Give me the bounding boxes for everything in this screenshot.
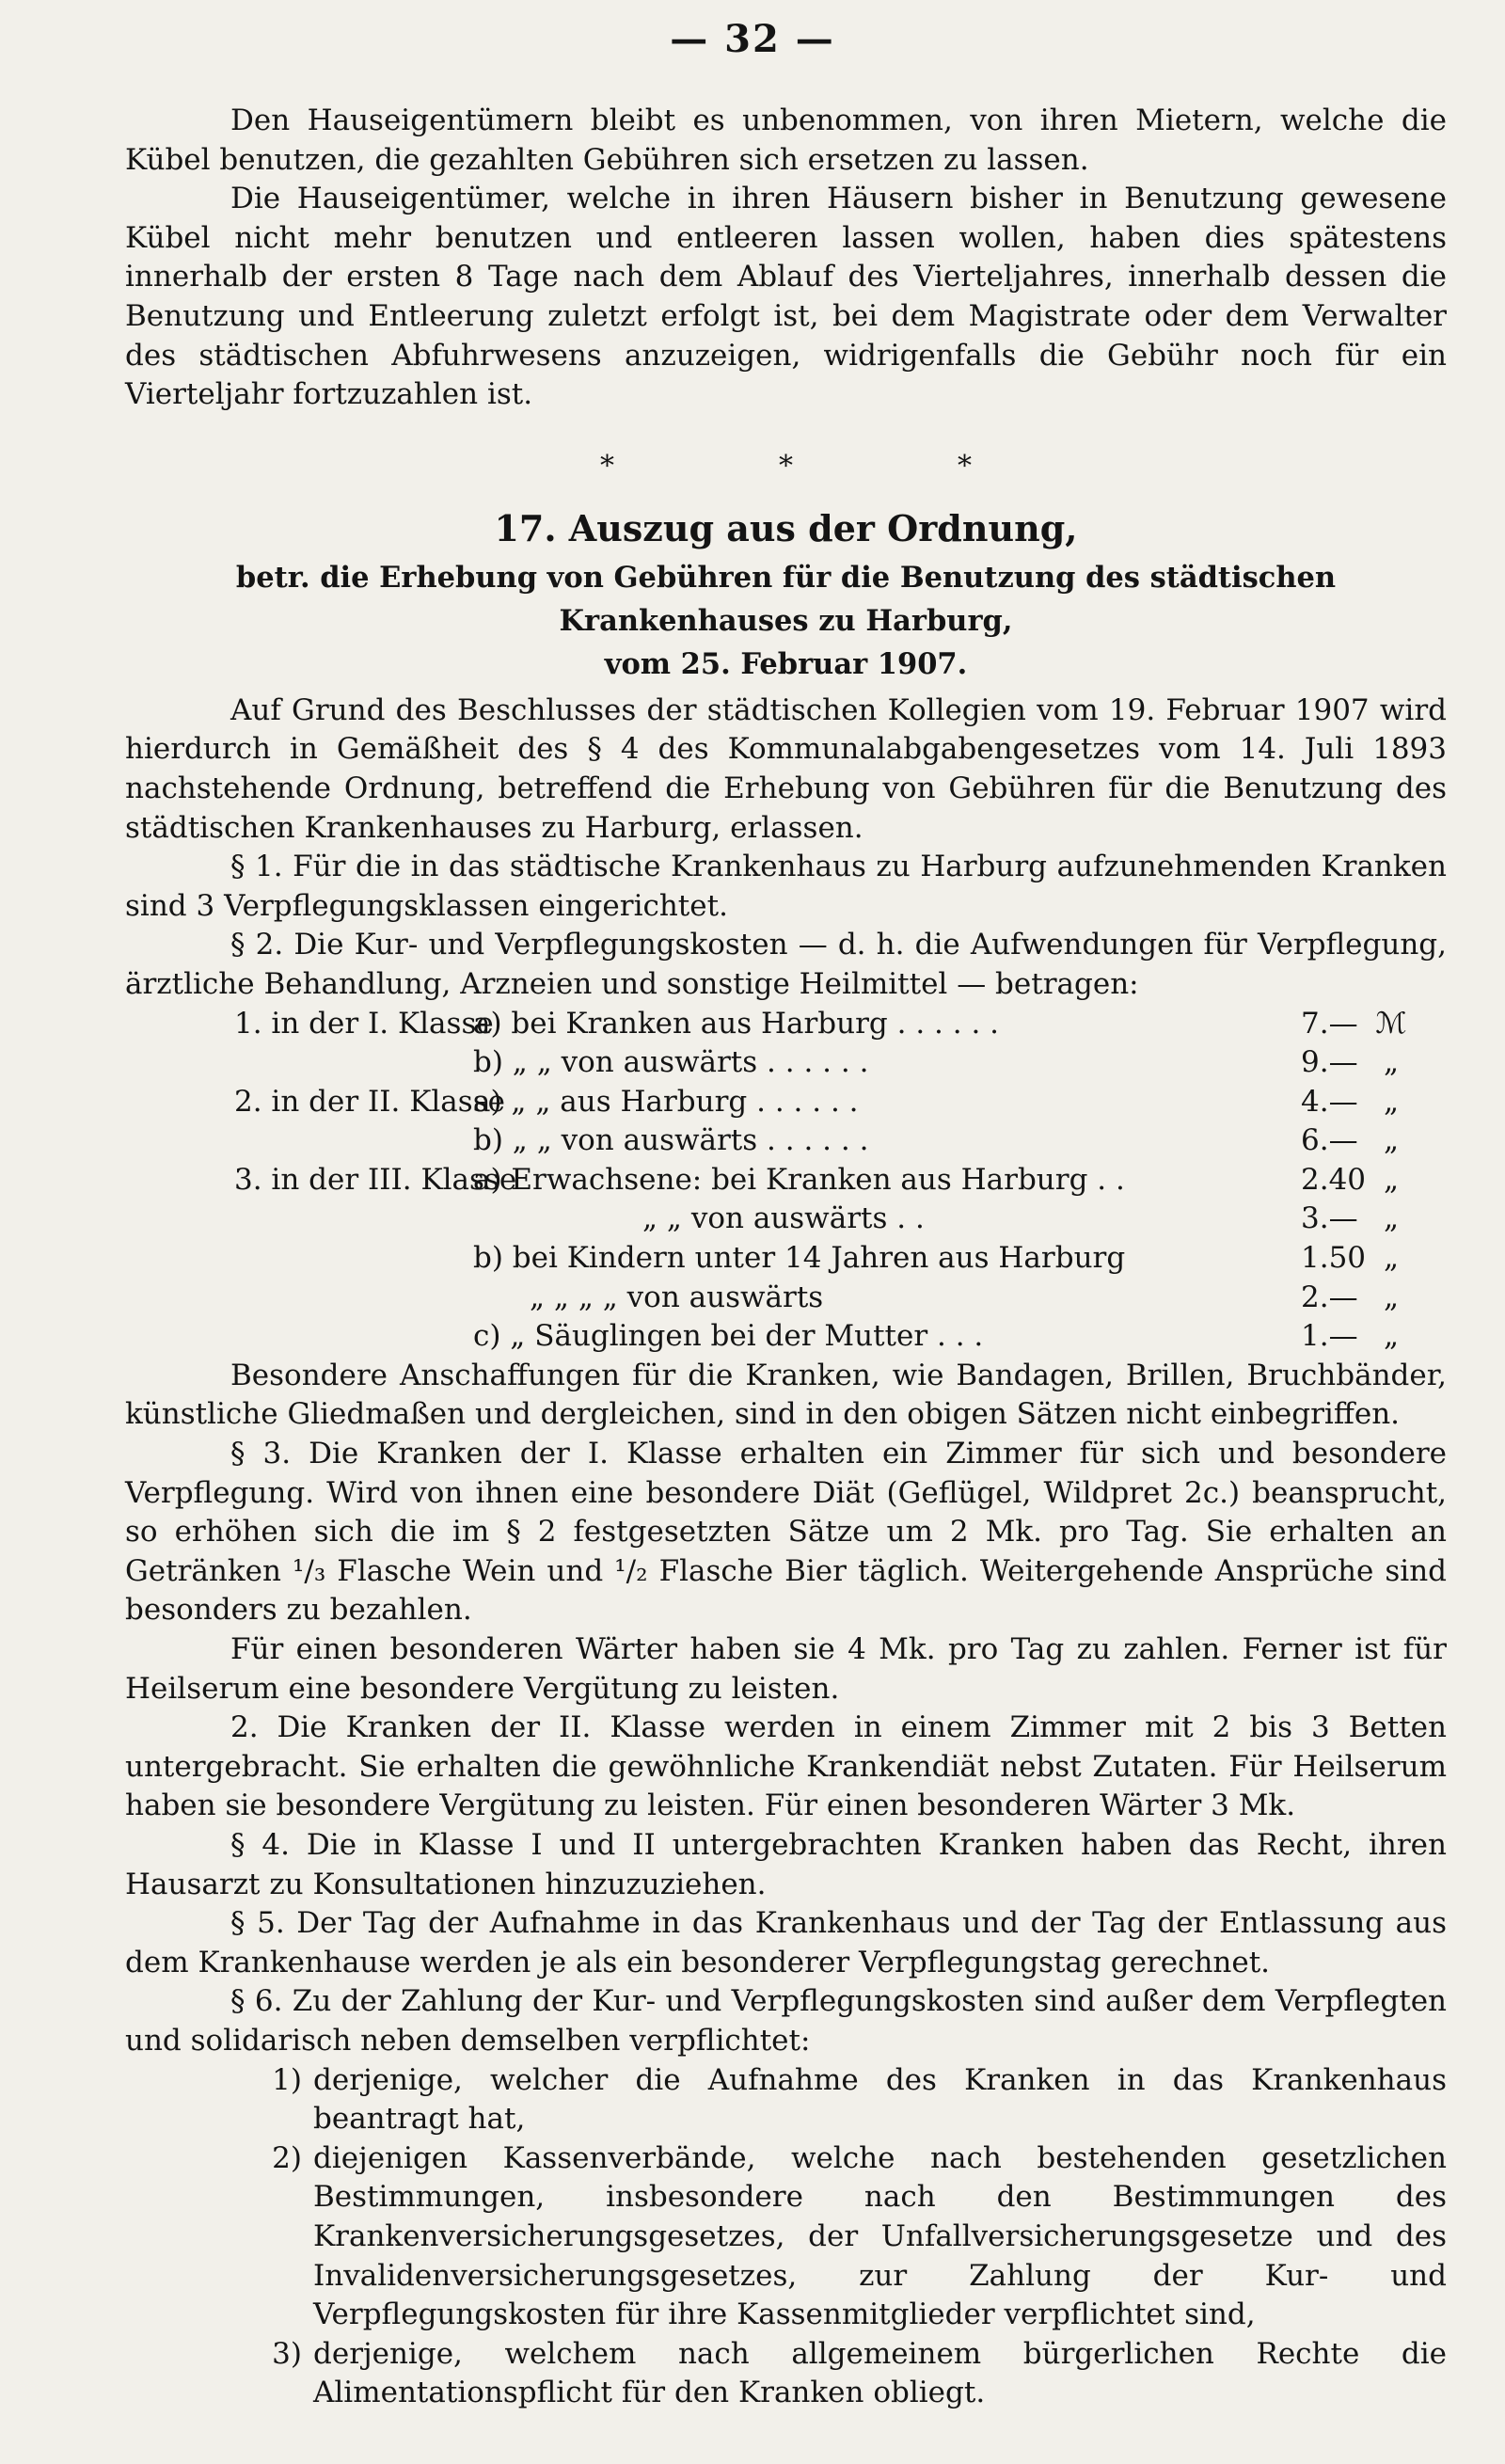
fee-description: a) Erwachsene: bei Kranken aus Harburg . . <box>473 1162 1125 1197</box>
document-body <box>125 102 1447 2413</box>
section-date: vom 25. Februar 1907. <box>604 646 968 681</box>
fee-row <box>125 1200 1447 1239</box>
paragraph-section-1: § 1. Für die in das städtische Krankenhaus zu Harburg aufzunehmenden Kranken sind 3 Verpflegungsklassen eingerichtet. <box>125 850 1447 923</box>
fee-description: „ „ „ „ von auswärts <box>530 1280 824 1314</box>
paragraph-section-3: § 3. Die Kranken der I. Klasse erhalten ein Zimmer für sich und besondere Verpflegung. Wird von ihnen eine besondere Diät (Geflügel, Wildpret 2c.) beansprucht, so erhöhen sich die im § 2 festgesetzten Sätze um 2 Mk. pro Tag. Sie erhalten an Getränken ¹/₃ Flasche Wein und ¹/₂ Flasche Bier täglich. Weitergehende Ansprüche sind besonders zu bezahlen. <box>125 1437 1447 1628</box>
list-item <box>125 2061 1447 2139</box>
fee-amount: 2.— <box>1301 1280 1358 1314</box>
list-item-number: 2) <box>272 2140 302 2175</box>
fee-row <box>125 1317 1447 1357</box>
separator-star: * <box>958 449 972 483</box>
fee-unit: „ <box>1383 1123 1400 1158</box>
fee-description: b) „ „ von auswärts . . . . . . <box>473 1045 869 1080</box>
paragraph-section-3-class-2: 2. Die Kranken der II. Klasse werden in einem Zimmer mit 2 bis 3 Betten untergebracht. Sie erhalten die gewöhnliche Krankendiät nebst Zutaten. Für Heilserum haben sie besondere Vergütung zu leisten. Für einen besonderen Wärter 3 Mk. <box>125 1710 1447 1823</box>
section-subheading: betr. die Erhebung von Gebühren für die Benutzung des städtischen Krankenhauses zu Harburg, <box>235 560 1337 638</box>
fee-row <box>125 1043 1447 1083</box>
fee-amount: 6.— <box>1301 1123 1358 1158</box>
fee-description: a) bei Kranken aus Harburg . . . . . . <box>473 1006 1000 1041</box>
fee-class: 1. in der I. Klasse <box>234 1006 494 1041</box>
fee-class: 2. in der II. Klasse <box>234 1084 505 1119</box>
separator-star: * <box>779 449 793 483</box>
preamble-paragraph: Auf Grund des Beschlusses der städtischen Kollegien vom 19. Februar 1907 wird hierdurch in Gemäßheit des § 4 des Kommunalabgabengesetzes vom 14. Juli 1893 nachstehende Ordnung, betreffend die Erhebung von Gebühren für die Benutzung des städtischen Krankenhauses zu Harburg, erlassen. <box>125 692 1447 845</box>
fee-amount: 3.— <box>1301 1201 1358 1236</box>
fee-row <box>125 1121 1447 1161</box>
fee-amount: 2.40 <box>1301 1162 1367 1197</box>
fee-unit: „ <box>1383 1084 1400 1119</box>
fee-unit: „ <box>1383 1241 1400 1276</box>
section-heading: 17. Auszug aus der Ordnung, <box>494 506 1078 549</box>
paragraph-section-6: § 6. Zu der Zahlung der Kur- und Verpflegungskosten sind außer dem Verpflegten und solidarisch neben demselben verpflichtet: <box>125 1984 1447 2058</box>
fee-description: „ „ von auswärts . . <box>642 1201 925 1236</box>
fee-unit: „ <box>1383 1045 1400 1080</box>
paragraph-section-4: § 4. Die in Klasse I und II untergebrachten Kranken haben das Recht, ihren Hausarzt zu Konsultationen hinzuzuziehen. <box>125 1827 1447 1901</box>
fee-class <box>125 1200 473 1239</box>
fee-row <box>125 1279 1447 1318</box>
list-item-text: derjenige, welcher die Aufnahme des Kranken in das Krankenhaus beantragt hat, <box>313 2062 1447 2137</box>
fee-unit: ℳ <box>1375 1006 1407 1041</box>
fee-amount: 7.— <box>1301 1006 1358 1041</box>
fee-row <box>125 1005 1447 1044</box>
fee-class <box>125 1043 473 1083</box>
fee-amount: 1.50 <box>1301 1241 1367 1276</box>
fee-unit: „ <box>1383 1280 1400 1314</box>
fee-class <box>125 1317 473 1357</box>
fee-row <box>125 1161 1447 1200</box>
fee-row <box>125 1239 1447 1279</box>
fee-row <box>125 1083 1447 1122</box>
list-item <box>125 2139 1447 2335</box>
section-separator <box>125 415 1447 492</box>
fee-description: c) „ Säuglingen bei der Mutter . . . <box>473 1319 984 1354</box>
fee-amount: 4.— <box>1301 1084 1358 1119</box>
fee-description: b) „ „ von auswärts . . . . . . <box>473 1123 869 1158</box>
fee-class <box>125 1121 473 1161</box>
paragraph-section-2-note: Besondere Anschaffungen für die Kranken, wie Bandagen, Brillen, Bruchbänder, künstliche Gliedmaßen und dergleichen, sind in den obigen Sätzen nicht einbegriffen. <box>125 1358 1447 1432</box>
list-item <box>125 2335 1447 2413</box>
paragraph-section-2: § 2. Die Kur- und Verpflegungskosten — d. h. die Aufwendungen für Verpflegung, ärztliche Behandlung, Arzneien und sonstige Heilmittel — betragen: <box>125 928 1447 1001</box>
paragraph-section-3-warder: Für einen besonderen Wärter haben sie 4 Mk. pro Tag zu zahlen. Ferner ist für Heilserum eine besondere Vergütung zu leisten. <box>125 1632 1447 1706</box>
fee-description: b) bei Kindern unter 14 Jahren aus Harburg <box>473 1241 1126 1276</box>
fee-unit: „ <box>1383 1201 1400 1236</box>
intro-paragraph-2: Die Hauseigentümer, welche in ihren Häusern bisher in Benutzung gewesene Kübel nicht mehr benutzen und entleeren lassen wollen, haben dies spätestens innerhalb der ersten 8 Tage nach dem Ablauf des Vierteljahres, innerhalb dessen die Benutzung und Entleerung zuletzt erfolgt ist, bei dem Magistrate oder dem Verwalter des städtischen Abfuhrwesens anzuzeigen, widrigenfalls die Gebühr noch für ein Vierteljahr fortzuzahlen ist. <box>125 182 1447 412</box>
fee-amount: 1.— <box>1301 1319 1358 1354</box>
page-number: — 32 — <box>670 17 835 61</box>
intro-paragraph-1: Den Hauseigentümern bleibt es unbenommen, von ihren Mietern, welche die Kübel benutzen, die gezahlten Gebühren sich ersetzen zu lassen. <box>125 103 1447 177</box>
fee-description: a) „ „ aus Harburg . . . . . . <box>473 1084 859 1119</box>
list-item-number: 3) <box>272 2336 302 2371</box>
list-item-text: derjenige, welchem nach allgemeinem bürgerlichen Rechte die Alimentationspflicht für den Kranken obliegt. <box>313 2336 1447 2410</box>
list-item-number: 1) <box>272 2062 302 2097</box>
fee-class: 3. in der III. Klasse <box>234 1162 517 1197</box>
fee-class <box>125 1279 473 1318</box>
fee-unit: „ <box>1383 1319 1400 1354</box>
paragraph-section-5: § 5. Der Tag der Aufnahme in das Krankenhaus und der Tag der Entlassung aus dem Krankenhause werden je als ein besonderer Verpflegungstag gerechnet. <box>125 1906 1447 1979</box>
fee-class <box>125 1239 473 1279</box>
separator-star: * <box>600 449 614 483</box>
fee-table <box>125 1005 1447 1357</box>
fee-amount: 9.— <box>1301 1045 1358 1080</box>
list-item-text: diejenigen Kassenverbände, welche nach bestehenden gesetzlichen Bestimmungen, insbesondere nach den Bestimmungen des Krankenversicherungsgesetzes, der Unfallversicherungsgesetze und des Invalidenversicherungsgesetzes, zur Zahlung der Kur- und Verpflegungskosten für ihre Kassenmitglieder verpflichtet sind, <box>313 2140 1447 2332</box>
fee-unit: „ <box>1383 1162 1400 1197</box>
